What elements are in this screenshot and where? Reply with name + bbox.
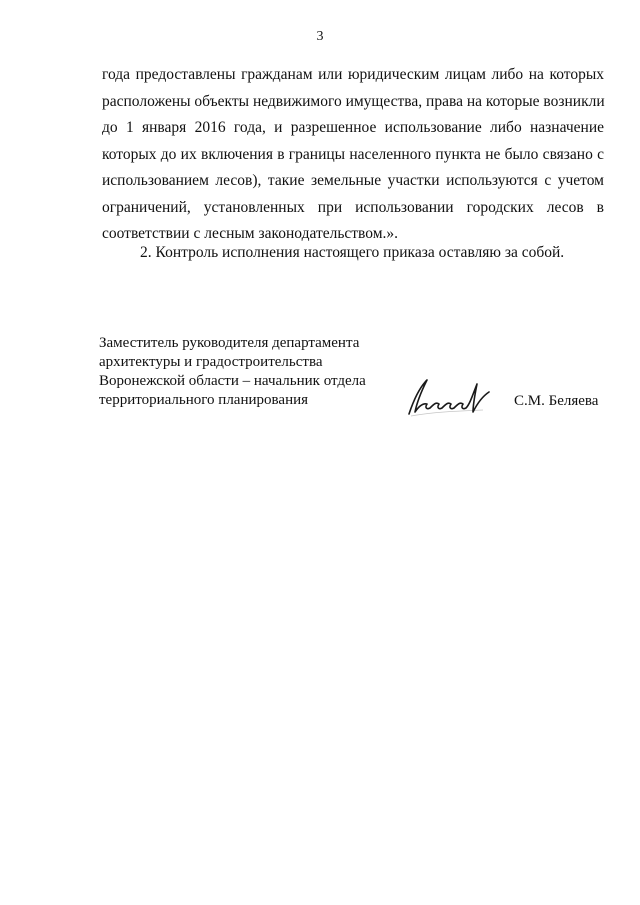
paragraph-continuation	[102, 62, 604, 248]
signatory-position	[99, 334, 366, 410]
signatory-position-line: Заместитель руководителя департамента	[99, 335, 360, 351]
handwritten-signature	[403, 376, 495, 418]
signatory-name: С.М. Беляева	[514, 393, 599, 409]
page-number: 3	[316, 29, 324, 44]
body-line: года предоставлены гражданам или юридическим лицам либо на которых	[102, 66, 604, 83]
body-line: соответствии с лесным законодательством.».	[102, 225, 399, 242]
signatory-position-line: архитектуры и градостроительства	[99, 354, 323, 370]
signatory-position-line: Воронежской области – начальник отдела	[99, 373, 366, 389]
body-line: которых до их включения в границы населенного пункта не было связано с	[102, 145, 604, 163]
body-line: использованием лесов), такие земельные участки используются с учетом	[102, 172, 604, 189]
body-line: ограничений, установленных при использовании городских лесов в	[102, 198, 604, 216]
body-line: до 1 января 2016 года, и разрешенное использование либо назначение	[102, 119, 604, 136]
signatory-position-line: территориального планирования	[99, 392, 309, 408]
body-line: расположены объекты недвижимого имущества, права на которые возникли	[102, 92, 605, 110]
numbered-item-2: 2. Контроль исполнения настоящего приказа оставляю за собой.	[140, 244, 565, 261]
